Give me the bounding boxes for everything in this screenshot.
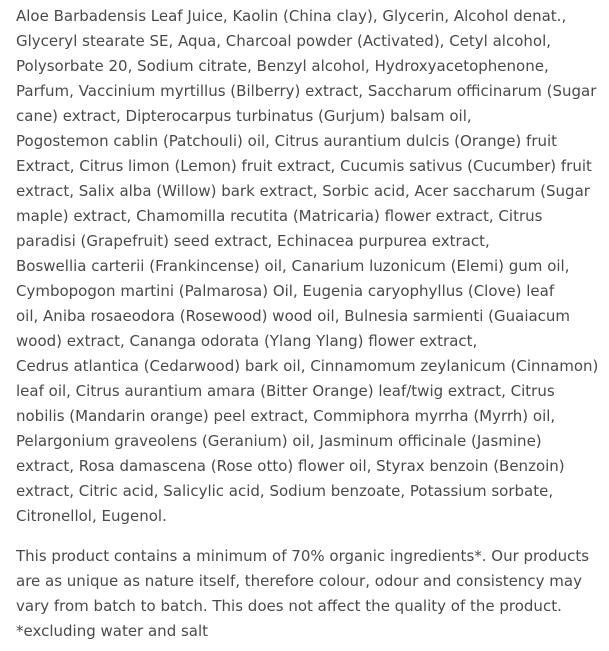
ingredients-line: maple) extract, Chamomilla recutita (Matricaria) flower extract, Citrus [16, 207, 543, 225]
organic-note [16, 544, 601, 644]
ingredients-line: Aloe Barbadensis Leaf Juice, Kaolin (China clay), Glycerin, Alcohol denat., [16, 7, 567, 25]
ingredients-line: Cymbopogon martini (Palmarosa) Oil, Eugenia caryophyllus (Clove) leaf [16, 282, 555, 300]
note-line: are as unique as nature itself, therefore colour, odour and consistency may [16, 572, 582, 590]
ingredients-line: paradisi (Grapefruit) seed extract, Echinacea purpurea extract, [16, 232, 490, 250]
ingredients-line: extract, Citric acid, Salicylic acid, Sodium benzoate, Potassium sorbate, [16, 482, 554, 500]
ingredients-line: Boswellia carterii (Frankincense) oil, Canarium luzonicum (Elemi) gum oil, [16, 257, 570, 275]
ingredients-line: leaf oil, Citrus aurantium amara (Bitter Orange) leaf/twig extract, Citrus [16, 382, 555, 400]
ingredients-line: Pelargonium graveolens (Geranium) oil, Jasminum officinale (Jasmine) [16, 432, 542, 450]
ingredients-line: oil, Aniba rosaeodora (Rosewood) wood oil, Bulnesia sarmienti (Guaiacum [16, 307, 571, 325]
ingredients-line: Cedrus atlantica (Cedarwood) bark oil, Cinnamomum zeylanicum (Cinnamon) [16, 357, 599, 375]
ingredients-line: Pogostemon cablin (Patchouli) oil, Citrus aurantium dulcis (Orange) fruit [16, 132, 558, 150]
ingredients-line: Parfum, Vaccinium myrtillus (Bilberry) extract, Saccharum officinarum (Sugar [16, 82, 597, 100]
ingredients-line: Glyceryl stearate SE, Aqua, Charcoal powder (Activated), Cetyl alcohol, [16, 32, 552, 50]
ingredients-list [16, 4, 601, 529]
footnote-line: *excluding water and salt [16, 622, 209, 640]
ingredients-line: extract, Salix alba (Willow) bark extract, Sorbic acid, Acer saccharum (Sugar [16, 182, 590, 200]
ingredients-line: nobilis (Mandarin orange) peel extract, Commiphora myrrha (Myrrh) oil, [16, 407, 556, 425]
ingredients-line: wood) extract, Cananga odorata (Ylang Ylang) flower extract, [16, 332, 478, 350]
note-line: vary from batch to batch. This does not affect the quality of the product. [16, 597, 562, 615]
ingredients-line: Polysorbate 20, Sodium citrate, Benzyl alcohol, Hydroxyacetophenone, [16, 57, 549, 75]
ingredients-line: Extract, Citrus limon (Lemon) fruit extract, Cucumis sativus (Cucumber) fruit [16, 157, 592, 175]
note-line: This product contains a minimum of 70% organic ingredients*. Our products [16, 547, 590, 565]
ingredients-line: Citronellol, Eugenol. [16, 507, 167, 525]
ingredients-line: cane) extract, Dipterocarpus turbinatus (Gurjum) balsam oil, [16, 107, 472, 125]
ingredients-line: extract, Rosa damascena (Rose otto) flower oil, Styrax benzoin (Benzoin) [16, 457, 565, 475]
